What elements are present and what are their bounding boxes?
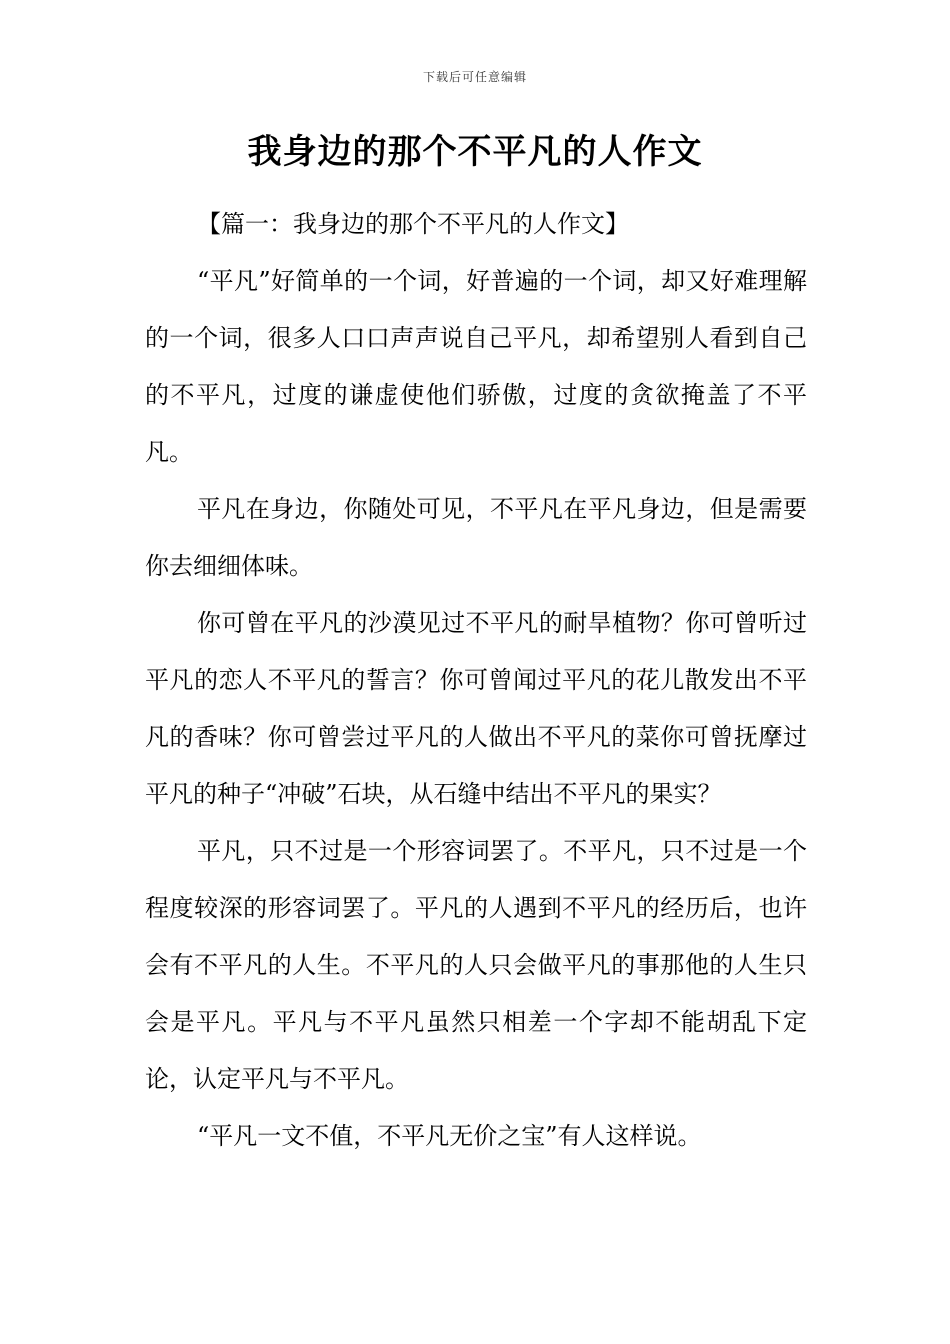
document-body (145, 196, 807, 1165)
paragraph-2: 平凡在身边，你随处可见，不平凡在平凡身边，但是需要你去细细体味。 (145, 495, 807, 580)
paragraph-5: “平凡一文不值，不平凡无价之宝”有人这样说。 (197, 1122, 702, 1150)
section-heading: 【篇一：我身边的那个不平凡的人作文】 (197, 210, 629, 238)
header-note: 下载后可任意编辑 (422, 70, 527, 84)
document-title: 我身边的那个不平凡的人作文 (247, 132, 703, 172)
paragraph-1: “平凡”好简单的一个词，好普遍的一个词，却又好难理解的一个词，很多人口口声声说自己平凡，却希望别人看到自己的不平凡，过度的谦虚使他们骄傲，过度的贪欲掩盖了不平凡。 (145, 267, 807, 466)
paragraph-4: 平凡，只不过是一个形容词罢了。不平凡，只不过是一个程度较深的形容词罢了。平凡的人遇到不平凡的经历后，也许会有不平凡的人生。不平凡的人只会做平凡的事那他的人生只会是平凡。平凡与不平凡虽然只相差一个字却不能胡乱下定论，认定平凡与不平凡。 (145, 837, 807, 1093)
paragraph-3: 你可曾在平凡的沙漠见过不平凡的耐旱植物？你可曾听过平凡的恋人不平凡的誓言？你可曾闻过平凡的花儿散发出不平凡的香味？你可曾尝过平凡的人做出不平凡的菜你可曾抚摩过平凡的种子“冲破”石块，从石缝中结出不平凡的果实？ (145, 609, 807, 808)
